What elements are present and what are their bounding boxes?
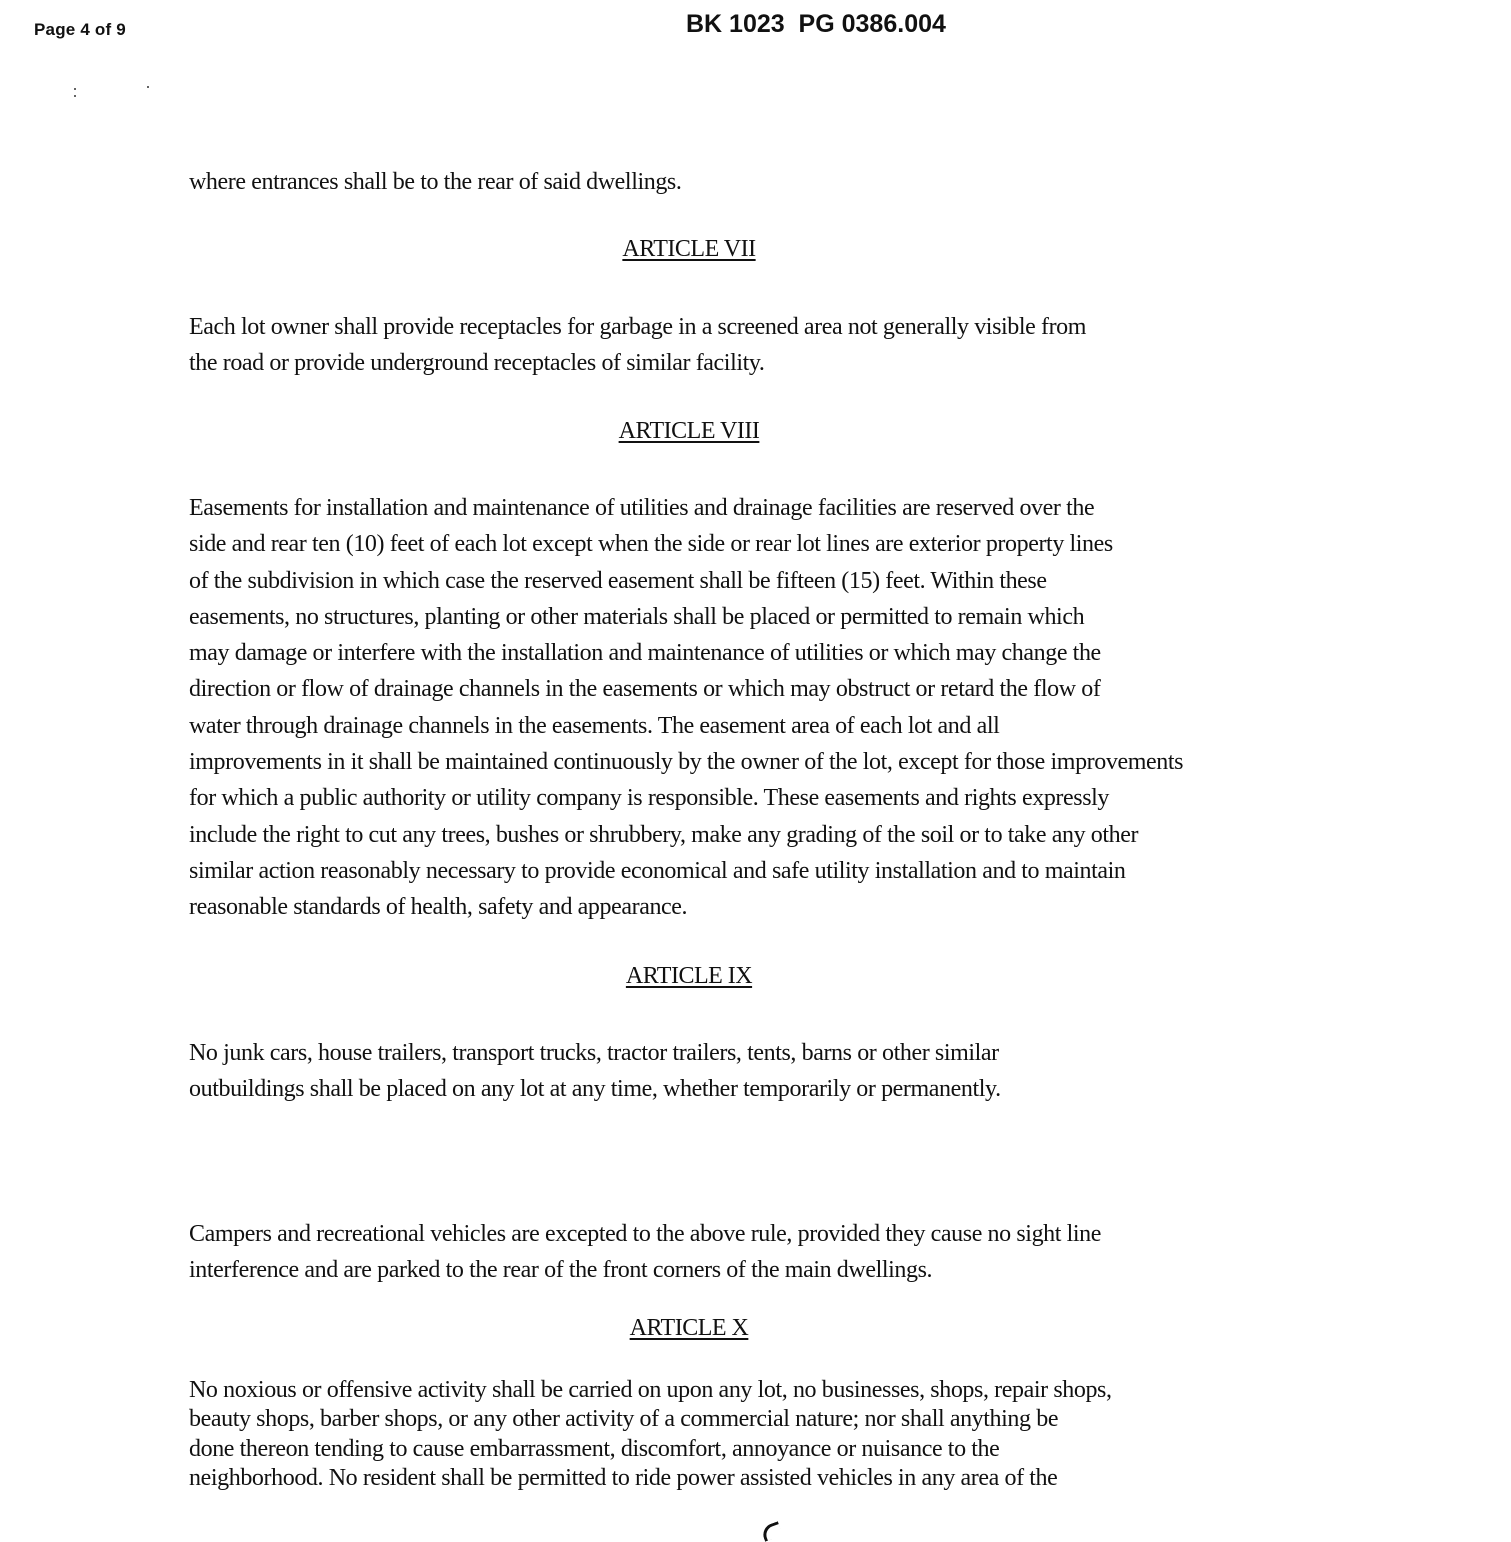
- text-line: the road or provide underground receptacles of similar facility.: [189, 350, 765, 377]
- text-line: for which a public authority or utility company is responsible. These easements and rights expressly: [189, 785, 1110, 812]
- text-line: water through drainage channels in the easements. The easement area of each lot and all: [189, 712, 1000, 739]
- text-line: Each lot owner shall provide receptacles for garbage in a screened area not generally visible from: [189, 314, 1087, 340]
- page-number: Page 4 of 9: [34, 20, 126, 39]
- article-paragraph: [189, 1035, 1199, 1108]
- text-line: Campers and recreational vehicles are excepted to the above rule, provided they cause no sight line: [189, 1221, 1102, 1247]
- text-line: beauty shops, barber shops, or any other activity of a commercial nature; nor shall anything be: [189, 1406, 1059, 1433]
- text-line: interference and are parked to the rear of the front corners of the main dwellings.: [189, 1257, 933, 1284]
- article-heading-text: ARTICLE IX: [625, 963, 753, 989]
- article-heading: [189, 236, 1189, 263]
- text-line: done thereon tending to cause embarrassment, discomfort, annoyance or nuisance to the: [189, 1435, 1000, 1462]
- article-paragraph: [189, 309, 1199, 382]
- handwritten-mark: [760, 1521, 783, 1542]
- article-heading-text: ARTICLE VIII: [618, 418, 760, 444]
- article-paragraph: [189, 1376, 1199, 1493]
- article-heading-text: ARTICLE X: [629, 1315, 749, 1341]
- text-line: No noxious or offensive activity shall be carried on upon any lot, no businesses, shops, repair shops,: [189, 1377, 1112, 1403]
- text-line: neighborhood. No resident shall be permitted to ride power assisted vehicles in any area of the: [189, 1464, 1058, 1491]
- text-line: improvements in it shall be maintained continuously by the owner of the lot, except for those improvements: [189, 749, 1184, 776]
- scan-speck: [74, 88, 76, 90]
- text-line: No junk cars, house trailers, transport trucks, tractor trailers, tents, barns or other similar: [189, 1040, 999, 1066]
- text-line: of the subdivision in which case the reserved easement shall be fifteen (15) feet. Within these: [189, 567, 1047, 594]
- text-line: side and rear ten (10) feet of each lot except when the side or rear lot lines are exterior property lines: [189, 531, 1113, 558]
- continuation-paragraph: [189, 164, 1199, 200]
- text-line: easements, no structures, planting or other materials shall be placed or permitted to remain which: [189, 603, 1085, 630]
- exception-paragraph: [189, 1216, 1199, 1289]
- article-heading: [189, 1315, 1189, 1342]
- text-line: outbuildings shall be placed on any lot at any time, whether temporarily or permanently.: [189, 1076, 1001, 1103]
- text-line: include the right to cut any trees, bushes or shrubbery, make any grading of the soil or to take any other: [189, 821, 1139, 848]
- text-line: may damage or interfere with the installation and maintenance of utilities or which may change the: [189, 640, 1101, 667]
- scan-speck: [74, 95, 76, 97]
- text-line: Easements for installation and maintenance of utilities and drainage facilities are reserved over the: [189, 495, 1095, 521]
- text-line: reasonable standards of health, safety and appearance.: [189, 894, 688, 921]
- article-paragraph: [189, 490, 1199, 926]
- text-line: where entrances shall be to the rear of said dwellings.: [189, 169, 682, 195]
- article-heading-text: ARTICLE VII: [622, 236, 756, 262]
- article-heading: [189, 963, 1189, 990]
- text-line: direction or flow of drainage channels in the easements or which may obstruct or retard the flow of: [189, 676, 1101, 703]
- article-heading: [189, 418, 1189, 445]
- text-line: similar action reasonably necessary to provide economical and safe utility installation and to maintain: [189, 857, 1126, 884]
- book-page-reference: BK 1023 PG 0386.004: [686, 10, 946, 38]
- scan-speck: [147, 86, 149, 88]
